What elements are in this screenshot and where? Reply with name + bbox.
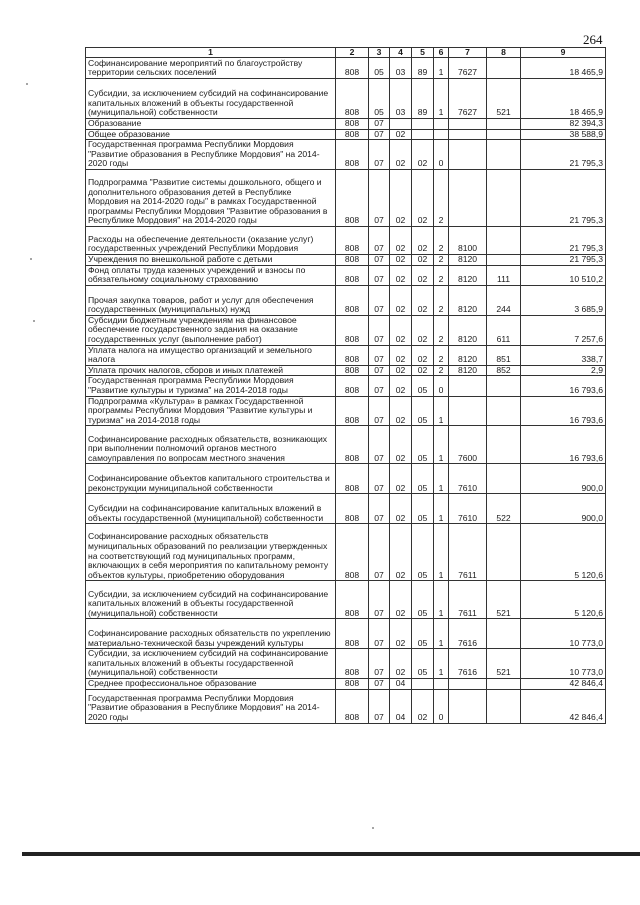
cell-amount: 18 465,9: [521, 79, 606, 119]
cell-expense-type: 611: [487, 315, 521, 345]
cell-expense-type: [487, 226, 521, 254]
table-row: [86, 254, 606, 265]
cell-expense-type: 244: [487, 285, 521, 315]
cell-program: 05: [412, 494, 434, 524]
cell-expense-type: [487, 426, 521, 464]
cell-program: 02: [412, 265, 434, 285]
cell-subprogram: 0: [434, 689, 449, 723]
cell-subsection: 02: [390, 226, 412, 254]
cell-subsection: 03: [390, 79, 412, 119]
cell-name: Подпрограмма "Развитие системы дошкольного, общего и дополнительного образования детей в Республике Мордовия на 2014-2020 годы" в рамках Государственной программы Республики Мордовия "Развитие образования в Республике Мордовия" на 2014-2020 годы: [86, 169, 336, 226]
cell-admin-code: 808: [336, 649, 369, 679]
cell-amount: 5 120,6: [521, 581, 606, 619]
cell-subprogram: 2: [434, 265, 449, 285]
cell-amount: 16 793,6: [521, 426, 606, 464]
scan-bottom-edge: [22, 852, 640, 856]
cell-amount: 3 685,9: [521, 285, 606, 315]
table-row: [86, 426, 606, 464]
table-row: [86, 129, 606, 140]
cell-admin-code: 808: [336, 619, 369, 649]
cell-amount: 10 773,0: [521, 619, 606, 649]
table-row: [86, 265, 606, 285]
cell-program: 02: [412, 140, 434, 170]
cell-section: 07: [369, 119, 390, 130]
cell-expense-type: 521: [487, 581, 521, 619]
cell-name: Софинансирование расходных обязательств по укреплению материально-технической базы учреждений культуры: [86, 619, 336, 649]
header-cell-5: 5: [412, 48, 434, 58]
cell-name: Софинансирование объектов капитального строительства и реконструкции муниципальной собственности: [86, 464, 336, 494]
cell-name: Образование: [86, 119, 336, 130]
cell-subsection: 02: [390, 129, 412, 140]
cell-amount: 21 795,3: [521, 140, 606, 170]
cell-subprogram: 1: [434, 464, 449, 494]
cell-subprogram: 1: [434, 619, 449, 649]
cell-subsection: 02: [390, 254, 412, 265]
table-row: [86, 649, 606, 679]
cell-program: [412, 119, 434, 130]
cell-admin-code: 808: [336, 285, 369, 315]
table-row: [86, 226, 606, 254]
header-cell-9: 9: [521, 48, 606, 58]
cell-name: Софинансирование расходных обязательств муниципальных образований по реализации утвержденных на соответствующий год муниципальных программ, включающих в себя мероприятия по капитальному ремонту объектов культуры, приобретению оборудования: [86, 524, 336, 581]
cell-target-article: [449, 376, 487, 396]
cell-subprogram: 2: [434, 254, 449, 265]
cell-admin-code: 808: [336, 129, 369, 140]
cell-amount: 16 793,6: [521, 376, 606, 396]
header-cell-3: 3: [369, 48, 390, 58]
table-row: [86, 619, 606, 649]
cell-section: 07: [369, 494, 390, 524]
cell-expense-type: [487, 140, 521, 170]
cell-subsection: 02: [390, 494, 412, 524]
cell-expense-type: [487, 254, 521, 265]
cell-subsection: 02: [390, 365, 412, 376]
cell-amount: 5 120,6: [521, 524, 606, 581]
cell-section: 07: [369, 226, 390, 254]
cell-target-article: [449, 396, 487, 426]
cell-target-article: 7611: [449, 524, 487, 581]
cell-section: 07: [369, 315, 390, 345]
cell-name: Субсидии, за исключением субсидий на софинансирование капитальных вложений в объекты государственной (муниципальной) собственности: [86, 79, 336, 119]
cell-program: 02: [412, 689, 434, 723]
cell-subsection: 02: [390, 345, 412, 365]
cell-subsection: 04: [390, 689, 412, 723]
table-row: [86, 79, 606, 119]
cell-admin-code: 808: [336, 79, 369, 119]
cell-target-article: 8120: [449, 345, 487, 365]
cell-section: 07: [369, 254, 390, 265]
cell-section: 07: [369, 689, 390, 723]
cell-subprogram: 1: [434, 524, 449, 581]
cell-target-article: 7600: [449, 426, 487, 464]
cell-admin-code: 808: [336, 119, 369, 130]
cell-program: 02: [412, 365, 434, 376]
cell-amount: 900,0: [521, 464, 606, 494]
cell-target-article: 8120: [449, 265, 487, 285]
cell-section: 07: [369, 376, 390, 396]
cell-section: 07: [369, 345, 390, 365]
cell-program: 02: [412, 315, 434, 345]
cell-expense-type: 852: [487, 365, 521, 376]
cell-admin-code: 808: [336, 58, 369, 79]
table-row: [86, 169, 606, 226]
cell-subsection: 02: [390, 464, 412, 494]
cell-target-article: 7627: [449, 79, 487, 119]
cell-subsection: 02: [390, 426, 412, 464]
cell-section: 07: [369, 464, 390, 494]
cell-admin-code: 808: [336, 494, 369, 524]
table-row: [86, 689, 606, 723]
table-row: [86, 396, 606, 426]
header-cell-6: 6: [434, 48, 449, 58]
cell-subsection: 02: [390, 649, 412, 679]
cell-name: Субсидии на софинансирование капитальных вложений в объекты государственной (муниципальной) собственности: [86, 494, 336, 524]
cell-amount: 21 795,3: [521, 169, 606, 226]
table-row: [86, 365, 606, 376]
cell-subprogram: 2: [434, 315, 449, 345]
cell-expense-type: [487, 464, 521, 494]
cell-target-article: [449, 129, 487, 140]
cell-subprogram: 1: [434, 396, 449, 426]
cell-amount: 900,0: [521, 494, 606, 524]
cell-name: Уплата налога на имущество организаций и земельного налога: [86, 345, 336, 365]
table-row: [86, 119, 606, 130]
cell-amount: 7 257,6: [521, 315, 606, 345]
cell-name: Подпрограмма «Культура» в рамках Государственной программы Республики Мордовия "Развитие культуры и туризма" на 2014-2018 годы: [86, 396, 336, 426]
cell-section: 05: [369, 58, 390, 79]
cell-admin-code: 808: [336, 265, 369, 285]
table-row: [86, 581, 606, 619]
scan-speck: [30, 258, 32, 260]
cell-name: Субсидии, за исключением субсидий на софинансирование капитальных вложений в объекты государственной (муниципальной) собственности: [86, 581, 336, 619]
cell-expense-type: [487, 376, 521, 396]
cell-amount: 10 510,2: [521, 265, 606, 285]
table-row: [86, 285, 606, 315]
cell-subsection: 02: [390, 265, 412, 285]
cell-target-article: 8120: [449, 254, 487, 265]
cell-subsection: 02: [390, 524, 412, 581]
cell-target-article: 8100: [449, 226, 487, 254]
cell-subsection: 02: [390, 140, 412, 170]
cell-expense-type: 522: [487, 494, 521, 524]
scan-speck: [372, 827, 374, 829]
cell-admin-code: 808: [336, 345, 369, 365]
cell-expense-type: [487, 58, 521, 79]
cell-subprogram: 2: [434, 345, 449, 365]
cell-section: 07: [369, 285, 390, 315]
cell-amount: 18 465,9: [521, 58, 606, 79]
cell-expense-type: 111: [487, 265, 521, 285]
cell-program: 05: [412, 396, 434, 426]
cell-program: 02: [412, 345, 434, 365]
cell-admin-code: 808: [336, 396, 369, 426]
table-header-row: [86, 48, 606, 58]
cell-admin-code: 808: [336, 140, 369, 170]
cell-section: 07: [369, 679, 390, 690]
cell-subsection: 02: [390, 169, 412, 226]
cell-admin-code: 808: [336, 426, 369, 464]
cell-program: 05: [412, 464, 434, 494]
cell-name: Уплата прочих налогов, сборов и иных платежей: [86, 365, 336, 376]
cell-target-article: 7611: [449, 581, 487, 619]
cell-subprogram: 1: [434, 79, 449, 119]
cell-expense-type: [487, 524, 521, 581]
cell-program: 05: [412, 524, 434, 581]
cell-amount: 10 773,0: [521, 649, 606, 679]
cell-target-article: 7610: [449, 494, 487, 524]
cell-target-article: [449, 689, 487, 723]
cell-program: 05: [412, 649, 434, 679]
cell-section: 07: [369, 265, 390, 285]
cell-section: 07: [369, 140, 390, 170]
header-cell-8: 8: [487, 48, 521, 58]
table-row: [86, 494, 606, 524]
cell-name: Субсидии бюджетным учреждениям на финансовое обеспечение государственного задания на оказание государственных услуг (выполнение работ): [86, 315, 336, 345]
table-row: [86, 315, 606, 345]
cell-expense-type: [487, 689, 521, 723]
cell-target-article: [449, 119, 487, 130]
cell-program: 05: [412, 581, 434, 619]
cell-target-article: 7610: [449, 464, 487, 494]
cell-program: 02: [412, 254, 434, 265]
cell-admin-code: 808: [336, 689, 369, 723]
cell-target-article: 7616: [449, 619, 487, 649]
cell-name: Общее образование: [86, 129, 336, 140]
cell-admin-code: 808: [336, 524, 369, 581]
cell-name: Софинансирование мероприятий по благоустройству территории сельских поселений: [86, 58, 336, 79]
table-row: [86, 524, 606, 581]
header-cell-4: 4: [390, 48, 412, 58]
cell-target-article: 7627: [449, 58, 487, 79]
cell-admin-code: 808: [336, 464, 369, 494]
cell-admin-code: 808: [336, 169, 369, 226]
cell-subprogram: [434, 129, 449, 140]
cell-name: Среднее профессиональное образование: [86, 679, 336, 690]
cell-expense-type: [487, 119, 521, 130]
cell-expense-type: [487, 396, 521, 426]
cell-subsection: 04: [390, 679, 412, 690]
cell-program: 89: [412, 58, 434, 79]
cell-expense-type: 521: [487, 79, 521, 119]
cell-name: Прочая закупка товаров, работ и услуг для обеспечения государственных (муниципальных) нужд: [86, 285, 336, 315]
cell-amount: 338,7: [521, 345, 606, 365]
cell-expense-type: [487, 619, 521, 649]
cell-subprogram: 1: [434, 581, 449, 619]
cell-subsection: 02: [390, 396, 412, 426]
cell-amount: 42 846,4: [521, 679, 606, 690]
table-body: [86, 58, 606, 724]
cell-amount: 82 394,3: [521, 119, 606, 130]
cell-name: Государственная программа Республики Мордовия "Развитие культуры и туризма" на 2014-2018 годы: [86, 376, 336, 396]
page-number: 264: [583, 32, 603, 47]
cell-target-article: [449, 679, 487, 690]
cell-target-article: 8120: [449, 315, 487, 345]
cell-name: Учреждения по внешкольной работе с детьми: [86, 254, 336, 265]
cell-section: 05: [369, 79, 390, 119]
cell-subprogram: 2: [434, 285, 449, 315]
table-row: [86, 345, 606, 365]
cell-target-article: [449, 140, 487, 170]
cell-amount: 21 795,3: [521, 254, 606, 265]
cell-subsection: 02: [390, 619, 412, 649]
cell-subsection: 02: [390, 376, 412, 396]
cell-subprogram: [434, 119, 449, 130]
cell-subprogram: 1: [434, 58, 449, 79]
cell-subsection: 02: [390, 315, 412, 345]
cell-amount: 16 793,6: [521, 396, 606, 426]
cell-admin-code: 808: [336, 679, 369, 690]
cell-section: 07: [369, 396, 390, 426]
cell-subsection: 02: [390, 581, 412, 619]
cell-amount: 38 588,9: [521, 129, 606, 140]
cell-admin-code: 808: [336, 376, 369, 396]
cell-subsection: [390, 119, 412, 130]
cell-section: 07: [369, 581, 390, 619]
cell-subprogram: 0: [434, 376, 449, 396]
header-cell-7: 7: [449, 48, 487, 58]
cell-subsection: 02: [390, 285, 412, 315]
cell-program: 02: [412, 226, 434, 254]
cell-admin-code: 808: [336, 226, 369, 254]
cell-amount: 42 846,4: [521, 689, 606, 723]
cell-program: 05: [412, 426, 434, 464]
cell-program: 89: [412, 79, 434, 119]
scan-speck: [26, 83, 28, 85]
table-row: [86, 140, 606, 170]
cell-subprogram: 2: [434, 226, 449, 254]
cell-name: Субсидии, за исключением субсидий на софинансирование капитальных вложений в объекты государственной (муниципальной) собственности: [86, 649, 336, 679]
cell-target-article: 7616: [449, 649, 487, 679]
cell-section: 07: [369, 524, 390, 581]
cell-program: 02: [412, 169, 434, 226]
cell-admin-code: 808: [336, 365, 369, 376]
table-row: [86, 464, 606, 494]
cell-expense-type: [487, 129, 521, 140]
budget-table: [85, 47, 606, 724]
cell-subprogram: 2: [434, 365, 449, 376]
cell-subprogram: 1: [434, 649, 449, 679]
cell-program: 05: [412, 376, 434, 396]
cell-program: 05: [412, 619, 434, 649]
table-row: [86, 58, 606, 79]
cell-expense-type: [487, 169, 521, 226]
cell-name: Фонд оплаты труда казенных учреждений и взносы по обязательному социальному страхованию: [86, 265, 336, 285]
cell-section: 07: [369, 169, 390, 226]
scan-speck: [33, 320, 35, 322]
cell-program: [412, 679, 434, 690]
cell-target-article: [449, 169, 487, 226]
cell-section: 07: [369, 365, 390, 376]
cell-program: [412, 129, 434, 140]
cell-expense-type: 851: [487, 345, 521, 365]
header-cell-1: 1: [86, 48, 336, 58]
cell-section: 07: [369, 129, 390, 140]
cell-admin-code: 808: [336, 581, 369, 619]
cell-subsection: 03: [390, 58, 412, 79]
cell-amount: 2,9: [521, 365, 606, 376]
cell-subprogram: 1: [434, 494, 449, 524]
cell-name: Государственная программа Республики Мордовия "Развитие образования в Республике Мордовия" на 2014-2020 годы: [86, 689, 336, 723]
cell-name: Государственная программа Республики Мордовия "Развитие образования в Республике Мордовия" на 2014-2020 годы: [86, 140, 336, 170]
cell-admin-code: 808: [336, 254, 369, 265]
cell-section: 07: [369, 619, 390, 649]
cell-target-article: 8120: [449, 365, 487, 376]
table-row: [86, 376, 606, 396]
cell-name: Софинансирование расходных обязательств, возникающих при выполнении полномочий органов местного самоуправления по вопросам местного значения: [86, 426, 336, 464]
table-row: [86, 679, 606, 690]
cell-amount: 21 795,3: [521, 226, 606, 254]
cell-subprogram: 2: [434, 169, 449, 226]
cell-target-article: 8120: [449, 285, 487, 315]
cell-expense-type: [487, 679, 521, 690]
cell-name: Расходы на обеспечение деятельности (оказание услуг) государственных учреждений Республики Мордовия: [86, 226, 336, 254]
cell-subprogram: 1: [434, 426, 449, 464]
cell-section: 07: [369, 649, 390, 679]
cell-program: 02: [412, 285, 434, 315]
cell-expense-type: 521: [487, 649, 521, 679]
cell-admin-code: 808: [336, 315, 369, 345]
cell-subprogram: 0: [434, 140, 449, 170]
header-cell-2: 2: [336, 48, 369, 58]
cell-subprogram: [434, 679, 449, 690]
cell-section: 07: [369, 426, 390, 464]
